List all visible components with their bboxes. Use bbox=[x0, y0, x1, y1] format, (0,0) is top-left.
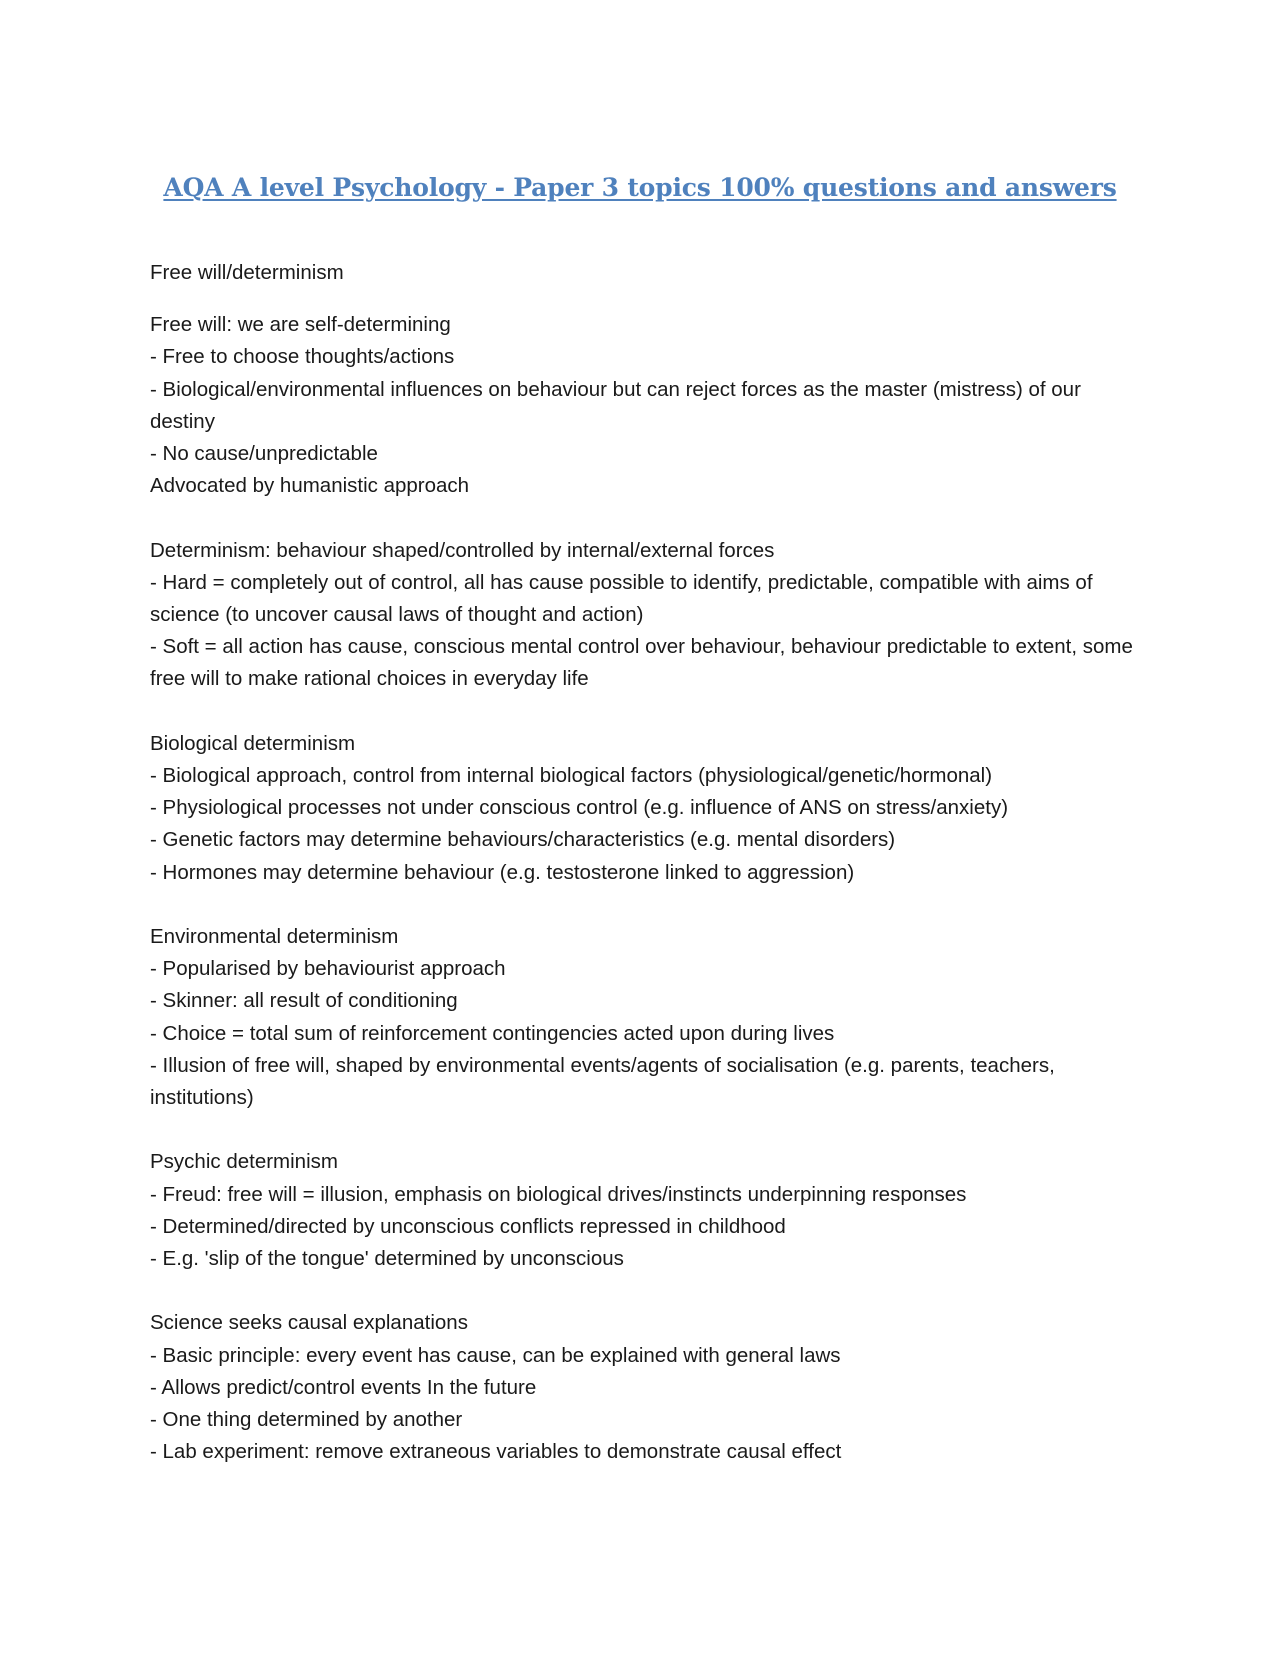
text-line: Psychic determinism bbox=[150, 1150, 338, 1174]
section-free-will bbox=[150, 309, 1140, 502]
text-line: - Physiological processes not under conscious control (e.g. influence of ANS on stress/anxiety) bbox=[150, 796, 1009, 820]
section-science-causal-explanations bbox=[150, 1307, 1140, 1468]
section-determinism bbox=[150, 535, 1140, 696]
text-line: - Free to choose thoughts/actions bbox=[150, 345, 455, 369]
text-line: - Biological/environmental influences on behaviour but can reject forces as the master (mistress) of our destiny bbox=[150, 377, 1081, 433]
text-line: - Hard = completely out of control, all has cause possible to identify, predictable, compatible with aims of science (to uncover causal laws of thought and action) bbox=[150, 570, 1093, 627]
text-line: Science seeks causal explanations bbox=[150, 1311, 468, 1335]
text-line: - Skinner: all result of conditioning bbox=[150, 989, 458, 1013]
text-line: - One thing determined by another bbox=[150, 1408, 463, 1432]
text-line: - Hormones may determine behaviour (e.g. testosterone linked to aggression) bbox=[150, 860, 855, 884]
text-line: - Choice = total sum of reinforcement contingencies acted upon during lives bbox=[150, 1021, 835, 1045]
text-line: Free will: we are self-determining bbox=[150, 313, 451, 337]
text-line: - Popularised by behaviourist approach bbox=[150, 957, 506, 981]
topic-heading: Free will/determinism bbox=[150, 261, 344, 284]
text-line: Environmental determinism bbox=[150, 925, 399, 949]
document-title: AQA A level Psychology - Paper 3 topics 100% questions and answers bbox=[163, 173, 1117, 202]
text-line: - E.g. 'slip of the tongue' determined by unconscious bbox=[150, 1247, 624, 1271]
text-line: - Determined/directed by unconscious conflicts repressed in childhood bbox=[150, 1214, 786, 1238]
text-line: Advocated by humanistic approach bbox=[150, 474, 470, 498]
section-environmental-determinism bbox=[150, 921, 1140, 1114]
section-psychic-determinism bbox=[150, 1146, 1140, 1275]
text-line: - Soft = all action has cause, conscious mental control over behaviour, behaviour predictable to extent, some free will to make rational choices in everyday life bbox=[150, 635, 1133, 691]
text-line: - Illusion of free will, shaped by environmental events/agents of socialisation (e.g. parents, teachers, institutions) bbox=[150, 1053, 1055, 1110]
text-line: Biological determinism bbox=[150, 731, 356, 755]
text-line: - Allows predict/control events In the future bbox=[150, 1375, 537, 1399]
text-line: - Lab experiment: remove extraneous variables to demonstrate causal effect bbox=[150, 1440, 842, 1464]
document-body bbox=[150, 257, 1140, 1501]
text-line: Determinism: behaviour shaped/controlled by internal/external forces bbox=[150, 538, 775, 562]
text-line: - Biological approach, control from internal biological factors (physiological/genetic/hormonal) bbox=[150, 764, 993, 788]
section-biological-determinism bbox=[150, 728, 1140, 889]
text-line: - Freud: free will = illusion, emphasis on biological drives/instincts underpinning responses bbox=[150, 1182, 967, 1206]
text-line: - Basic principle: every event has cause, can be explained with general laws bbox=[150, 1343, 841, 1367]
text-line: - Genetic factors may determine behaviours/characteristics (e.g. mental disorders) bbox=[150, 828, 896, 852]
text-line: - No cause/unpredictable bbox=[150, 442, 378, 466]
